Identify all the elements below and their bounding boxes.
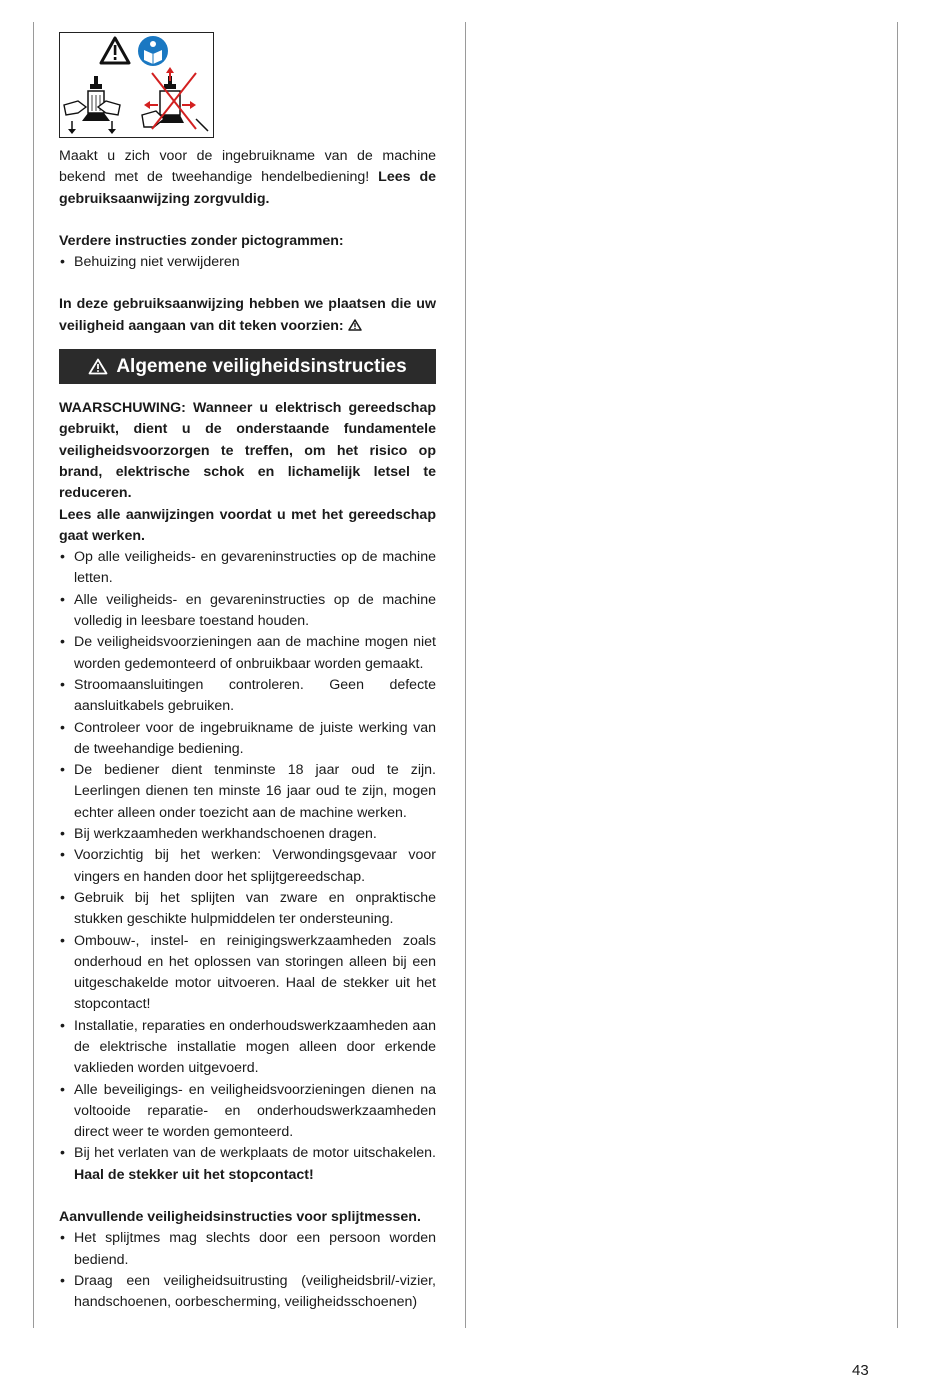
list-item: • Draag een veiligheidsuitrusting (veiligheidsbril/-vizier, handschoenen, oorbescherming, veiligheidsschoenen) (59, 1271, 436, 1314)
list-item: • Bij het verlaten van de werkplaats de motor uitschakelen. Haal de stekker uit het stopcontact! (59, 1143, 436, 1186)
list-item: • Ombouw-, instel- en reinigingswerkzaamheden zoals onderhoud en het oplossen van storingen alleen bij een uitgeschakelde motor uitvoeren. Haal de stekker uit het stopcontact! (59, 931, 436, 1016)
left-column-rule (33, 22, 34, 1328)
list-item: • Behuizing niet verwijderen (59, 252, 436, 273)
further-instructions-heading: Verdere instructies zonder pictogrammen: (59, 232, 344, 249)
list-item: • Controleer voor de ingebruikname de juiste werking van de tweehandige bediening. (59, 718, 436, 761)
list-item: • De veiligheidsvoorzieningen aan de machine mogen niet worden gedemonteerd of onbruikbaar worden gemaakt. (59, 632, 436, 675)
notice-paragraph (59, 294, 436, 337)
list-item: • Bij werkzaamheden werkhandschoenen dragen. (59, 824, 436, 845)
warning-icon (101, 38, 129, 63)
read-manual-icon (138, 36, 168, 66)
warning-icon (348, 319, 362, 331)
center-column-rule (465, 22, 466, 1328)
safety-pictograms (60, 33, 212, 136)
splitter-instructions-list (59, 1228, 436, 1313)
list-item: • Stroomaansluitingen controleren. Geen defecte aansluitkabels gebruiken. (59, 675, 436, 718)
list-item: • Het splijtmes mag slechts door een persoon worden bediend. (59, 1228, 436, 1271)
further-instructions-list (59, 252, 436, 273)
notice-text: In deze gebruiksaanwijzing hebben we plaatsen die uw veiligheid aangaan van dit teken voorzien: (59, 296, 436, 334)
page-number: 43 (852, 1362, 869, 1379)
intro-paragraph (59, 146, 436, 210)
warning-icon (88, 358, 108, 375)
section-banner (59, 349, 436, 384)
list-item: • De bediener dient tenminste 18 jaar oud te zijn. Leerlingen dienen ten minste 16 jaar oud te zijn, mogen echter alleen onder toezicht aan de machine werken. (59, 760, 436, 824)
right-column-rule (897, 22, 898, 1328)
list-item: • Gebruik bij het splijten van zware en onpraktische stukken geschikte hulpmiddelen ter ondersteuning. (59, 888, 436, 931)
list-item: • Op alle veiligheids- en gevareninstructies op de machine letten. (59, 547, 436, 590)
intro-text: Maakt u zich voor de ingebruikname van de machine bekend met de tweehandige hendelbediening! (59, 148, 436, 186)
splitter-instructions-heading: Aanvullende veiligheidsinstructies voor splijtmessen. (59, 1209, 421, 1226)
left-column (59, 32, 436, 1314)
list-item: • Voorzichtig bij het werken: Verwondingsgevaar voor vingers en handen door het splijtgereedschap. (59, 845, 436, 888)
prohibited-icon (142, 67, 208, 131)
warning-paragraph: WAARSCHUWING: Wanneer u elektrisch gereedschap gebruikt, dient u de onderstaande fundamentele veiligheidsvoorzorgen te treffen, om het risico op brand, elektrische schok en lichamelijk letsel te reduceren. (59, 400, 436, 502)
safety-pictogram-box (59, 32, 214, 138)
safety-rules-list (59, 547, 436, 1186)
two-hand-operation-icon (64, 76, 120, 134)
intro-bold-text: Lees de gebruiksaanwijzing zorgvuldig. (59, 169, 436, 207)
list-item: • Installatie, reparaties en onderhoudswerkzaamheden aan de elektrische installatie mogen alleen door erkende vaklieden worden uitgevoerd. (59, 1016, 436, 1080)
list-item: • Alle beveiligings- en veiligheidsvoorzieningen dienen na voltooide reparatie- en onderhoudswerkzaamheden direct weer te worden gemonteerd. (59, 1080, 436, 1144)
section-title: Algemene veiligheidsinstructies (116, 355, 407, 377)
read-all-paragraph: Lees alle aanwijzingen voordat u met het gereedschap gaat werken. (59, 506, 436, 544)
list-item: • Alle veiligheids- en gevareninstructies op de machine volledig in leesbare toestand houden. (59, 590, 436, 633)
